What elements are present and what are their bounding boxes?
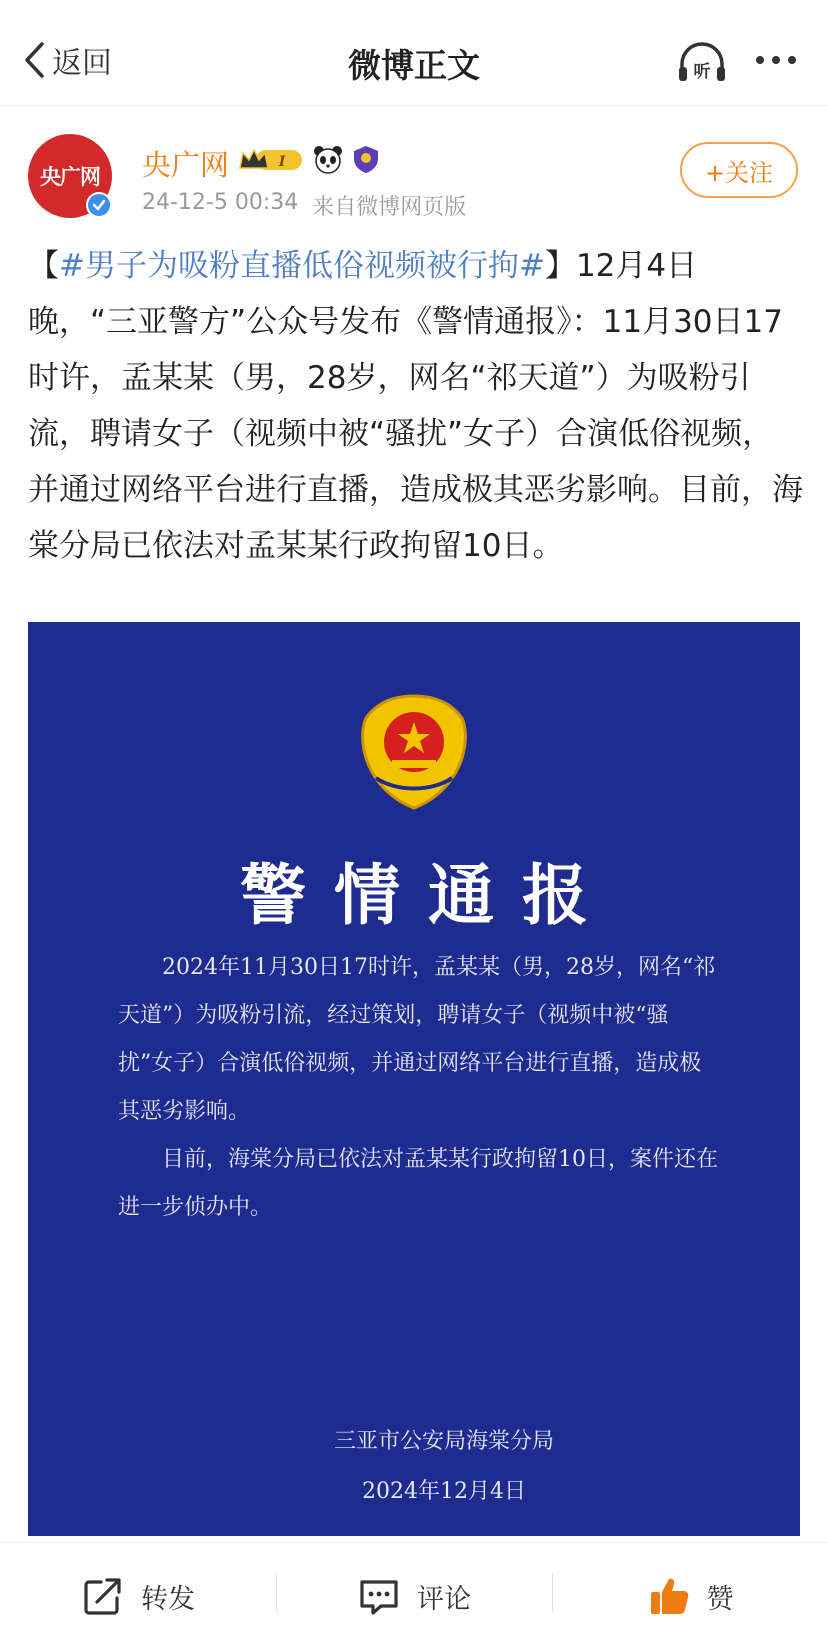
- post-text: [28, 238, 804, 574]
- like-button[interactable]: [552, 1543, 828, 1649]
- bracket-close: 】: [544, 248, 576, 284]
- bottom-action-bar: [0, 1542, 828, 1649]
- headphones-listen-icon[interactable]: [676, 40, 728, 84]
- bracket-open: 【: [28, 248, 59, 284]
- notice-body: [118, 944, 718, 1232]
- comment-button[interactable]: [276, 1543, 552, 1649]
- panda-badge-icon[interactable]: [312, 144, 344, 174]
- notice-signature: 三亚市公安局海棠分局: [333, 1429, 554, 1454]
- author-name[interactable]: 央广网: [142, 148, 230, 182]
- back-label: 返回: [52, 46, 112, 81]
- top-navbar: [0, 0, 828, 106]
- post-meta: [142, 190, 466, 221]
- follow-button[interactable]: +关注: [680, 142, 798, 198]
- comment-icon: [357, 1574, 401, 1618]
- comment-label: 评论: [417, 1583, 471, 1615]
- repost-label: 转发: [141, 1583, 195, 1615]
- repost-button[interactable]: [0, 1543, 276, 1649]
- hashtag-link[interactable]: #男子为吸粉直播低俗视频被行拘#: [59, 248, 545, 284]
- author-badges: [238, 142, 380, 176]
- police-emblem-icon: [356, 692, 472, 812]
- like-label: 赞: [706, 1583, 734, 1615]
- crown-badge-icon[interactable]: [238, 144, 304, 174]
- notice-paragraph: 目前，海棠分局已依法对孟某某行政拘留10日，案件还在进一步侦办中。: [118, 1147, 718, 1220]
- share-icon: [81, 1574, 125, 1618]
- avatar-text: 央广网: [40, 165, 100, 189]
- svg-text:听: 听: [693, 62, 711, 82]
- post-body: 12月4日晚，“三亚警方”公众号发布《警情通报》：11月30日17时许，孟某某（男，28岁，网名“祁天道”）为吸粉引流，聘请女子（视频中被“骚扰”女子）合演低俗视频，并通过网络平台进行直播，造成极其恶劣影响。目前，海棠分局已依法对孟某某行政拘留10日。: [28, 248, 803, 564]
- shield-badge-icon[interactable]: [352, 144, 380, 174]
- verified-icon: [86, 192, 112, 218]
- post-source: 来自微博网页版: [312, 195, 467, 220]
- page-title: 微博正文: [348, 46, 480, 85]
- post-image[interactable]: [28, 622, 800, 1536]
- post-timestamp: 24-12-5 00:34: [142, 190, 299, 215]
- svg-text:I: I: [278, 154, 286, 170]
- notice-title: 警情通报: [240, 856, 616, 934]
- notice-paragraph: 2024年11月30日17时许，孟某某（男，28岁，网名“祁天道”）为吸粉引流，经过策划，聘请女子（视频中被“骚扰”女子）合演低俗视频，并通过网络平台进行直播，造成极其恶劣影响。: [118, 955, 716, 1124]
- like-thumb-icon: [647, 1574, 691, 1618]
- more-dots-icon[interactable]: [752, 48, 800, 72]
- notice-date: 2024年12月4日: [362, 1479, 526, 1504]
- notice-signature-block: [28, 1417, 800, 1517]
